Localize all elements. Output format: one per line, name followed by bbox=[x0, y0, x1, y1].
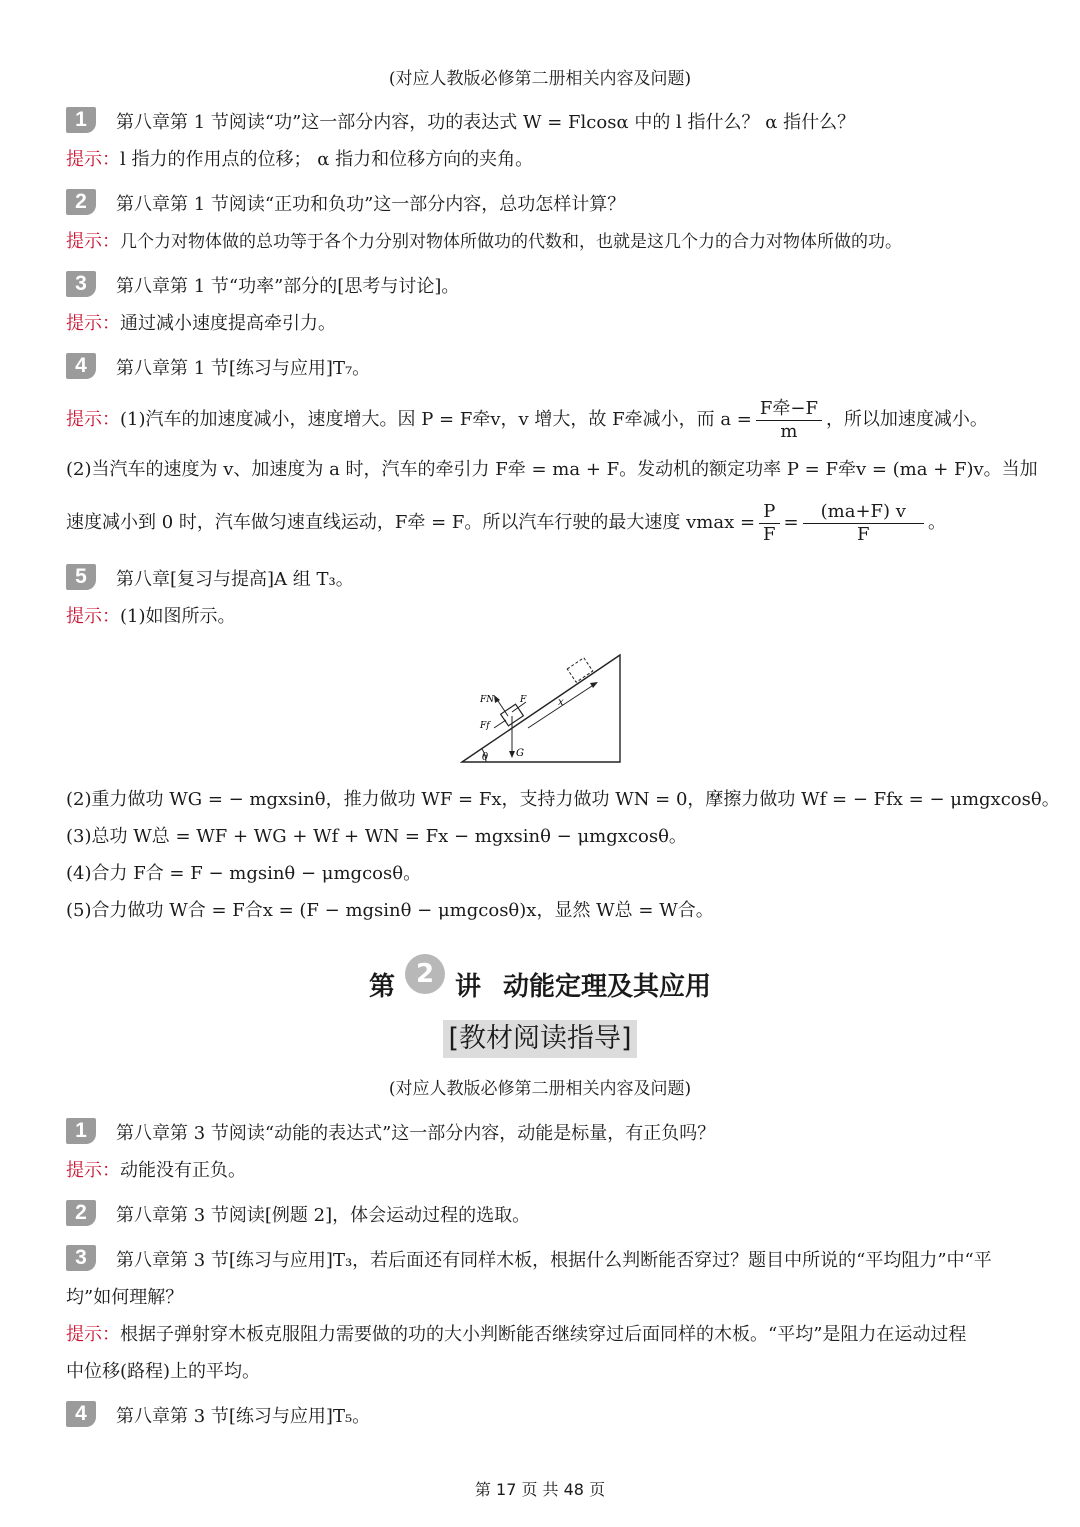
number-badge: 3 bbox=[66, 271, 96, 297]
lecture-number-badge: 2 bbox=[405, 954, 445, 994]
question-2 bbox=[66, 192, 1020, 218]
header-note: (对应人教版必修第二册相关内容及问题) bbox=[388, 69, 692, 89]
tip-label: 提示： bbox=[66, 1160, 120, 1181]
lecture-suffix: 讲 bbox=[454, 972, 481, 1002]
gravity-label: G bbox=[516, 748, 524, 759]
fraction-denominator: F bbox=[763, 523, 776, 545]
tip-text: 速度减小到 0 时，汽车做匀速直线运动，F牵 = F。所以汽车行驶的最大速度 vmax = bbox=[66, 512, 756, 533]
result-5: (5)合力做功 W合 = F合x = (F − mgsinθ − μmgcosθ)x，显然 W总 = W合。 bbox=[66, 900, 714, 921]
question-text: 第八章[复习与提高]A 组 T₃。 bbox=[116, 569, 354, 590]
number-badge: 3 bbox=[66, 1245, 96, 1271]
guide-title: [教材阅读指导] bbox=[443, 1020, 637, 1058]
question-1 bbox=[66, 110, 1020, 136]
tip-text: (1)汽车的加速度减小，速度增大。因 P = F牵v，v 增大，故 F牵减小，而 a = bbox=[120, 409, 752, 430]
fraction-denominator: m bbox=[780, 420, 798, 442]
tip-1 bbox=[66, 147, 1020, 173]
question-s2-1 bbox=[66, 1121, 1020, 1147]
tip-label: 提示： bbox=[66, 1324, 120, 1345]
tip-4-line1 bbox=[66, 396, 1020, 444]
tip-5 bbox=[66, 604, 1020, 630]
tip-4-line2: (2)当汽车的速度为 v、加速度为 a 时，汽车的牵引力 F牵 = ma + F。发动机的额定功率 P = F牵v = (ma + F)v。当加 bbox=[66, 459, 1038, 480]
fraction-p-over-f bbox=[759, 501, 780, 546]
fraction-numerator: F牵−F bbox=[756, 398, 822, 421]
number-badge: 1 bbox=[66, 1118, 96, 1144]
tip-3 bbox=[66, 311, 1020, 337]
question-text: 第八章第 3 节[练习与应用]T₅。 bbox=[116, 1406, 371, 1427]
question-text: 第八章第 1 节阅读“功”这一部分内容，功的表达式 W = Flcosα 中的 l 指什么？ α 指什么？ bbox=[116, 112, 856, 133]
tip-label: 提示： bbox=[66, 409, 120, 430]
equals-sign: = bbox=[783, 512, 799, 533]
tip-text: 动能没有正负。 bbox=[120, 1160, 246, 1181]
gravity-arrow bbox=[509, 751, 515, 758]
header-note-2: (对应人教版必修第二册相关内容及问题) bbox=[388, 1079, 692, 1099]
question-5 bbox=[66, 567, 1020, 593]
lecture-title: 动能定理及其应用 bbox=[503, 972, 712, 1002]
question-text: 第八章第 3 节[练习与应用]T₃，若后面还有同样木板，根据什么判断能否穿过？题目中所说的“平均阻力”中“平 bbox=[116, 1250, 992, 1271]
tip-text: (1)如图所示。 bbox=[120, 606, 236, 627]
question-text: 第八章第 1 节“功率”部分的[思考与讨论]。 bbox=[116, 276, 460, 297]
question-s2-2 bbox=[66, 1203, 1020, 1229]
number-badge: 1 bbox=[66, 107, 96, 133]
friction-force-line bbox=[494, 720, 506, 728]
tip-2 bbox=[66, 229, 1020, 255]
displacement-label: x bbox=[558, 697, 564, 708]
number-badge: 5 bbox=[66, 564, 96, 590]
question-text: 第八章第 3 节阅读“动能的表达式”这一部分内容，动能是标量，有正负吗？ bbox=[116, 1123, 716, 1144]
fraction-numerator: (ma+F) v bbox=[803, 501, 924, 524]
fraction-vmax bbox=[803, 501, 924, 546]
tip-text: 。 bbox=[927, 512, 946, 533]
friction-force-label: Ff bbox=[480, 721, 490, 731]
fraction-denominator: F bbox=[857, 523, 870, 545]
lecture-heading bbox=[0, 958, 1080, 1009]
result-2: (2)重力做功 WG = − mgxsinθ，推力做功 WF = Fx，支持力做功 WN = 0，摩擦力做功 Wf = − Ffx = − μmgxcosθ。 bbox=[66, 789, 1060, 810]
result-4: (4)合力 F合 = F − mgsinθ − μmgcosθ。 bbox=[66, 863, 422, 884]
question-3 bbox=[66, 274, 1020, 300]
number-badge: 4 bbox=[66, 353, 96, 379]
number-badge: 4 bbox=[66, 1401, 96, 1427]
angle-label: θ bbox=[482, 752, 489, 763]
fraction-acceleration bbox=[756, 398, 822, 443]
tip-s2-1 bbox=[66, 1158, 1020, 1184]
tip-text: 通过减小速度提高牵引力。 bbox=[120, 313, 336, 334]
number-badge: 2 bbox=[66, 1200, 96, 1226]
lecture-prefix: 第 bbox=[368, 972, 395, 1002]
incline-triangle bbox=[462, 655, 620, 762]
tip-text: l 指力的作用点的位移； α 指力和位移方向的夹角。 bbox=[120, 149, 534, 170]
question-s2-4 bbox=[66, 1404, 1020, 1430]
tip-label: 提示： bbox=[66, 606, 120, 627]
question-text: 第八章第 1 节阅读“正功和负功”这一部分内容，总功怎样计算？ bbox=[116, 194, 626, 215]
number-badge: 2 bbox=[66, 189, 96, 215]
tip-label: 提示： bbox=[66, 231, 120, 252]
tip-label: 提示： bbox=[66, 313, 120, 334]
question-text: 第八章第 1 节[练习与应用]T₇。 bbox=[116, 358, 371, 379]
block-final-position bbox=[567, 658, 593, 682]
push-force-label: F bbox=[520, 695, 527, 705]
tip-label: 提示： bbox=[66, 149, 120, 170]
tip-s2-3-cont: 中位移(路程)上的平均。 bbox=[66, 1361, 261, 1382]
question-s2-3 bbox=[66, 1248, 1020, 1274]
fraction-numerator: P bbox=[759, 501, 780, 524]
tip-text: ，所以加速度减小。 bbox=[825, 409, 988, 430]
result-3: (3)总功 W总 = WF + WG + Wf + WN = Fx − mgxsinθ − μmgxcosθ。 bbox=[66, 826, 687, 847]
question-text: 第八章第 3 节阅读[例题 2]，体会运动过程的选取。 bbox=[116, 1205, 531, 1226]
question-s2-3-cont: 均”如何理解？ bbox=[66, 1287, 184, 1308]
incline-diagram bbox=[460, 650, 630, 766]
tip-4-line3 bbox=[66, 498, 1020, 548]
tip-text: 几个力对物体做的总功等于各个力分别对物体所做功的代数和，也就是这几个力的合力对物体所做的功。 bbox=[120, 232, 902, 252]
page-footer: 第 17 页 共 48 页 bbox=[474, 1480, 606, 1499]
question-4 bbox=[66, 356, 1020, 382]
normal-force-label: FN bbox=[480, 695, 495, 705]
tip-s2-3 bbox=[66, 1322, 1020, 1348]
tip-text: 根据子弹射穿木板克服阻力需要做的功的大小判断能否继续穿过后面同样的木板。“平均”是阻力在运动过程 bbox=[120, 1324, 967, 1345]
displacement-arrow bbox=[590, 682, 598, 688]
